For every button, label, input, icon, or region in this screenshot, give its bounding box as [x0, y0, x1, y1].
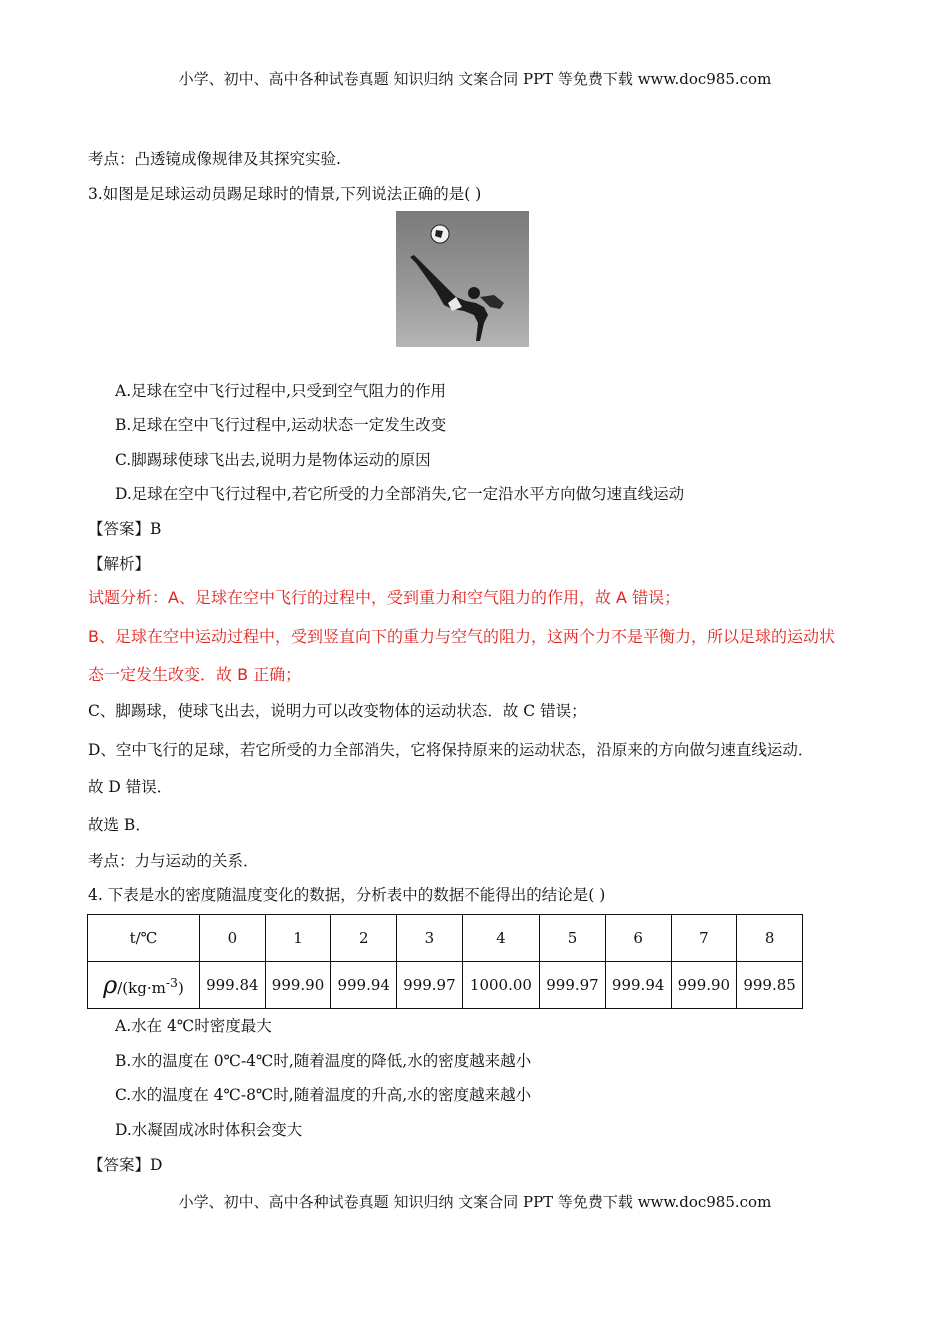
temp-cell: 5	[540, 915, 606, 962]
q4-answer: 【答案】D	[88, 1156, 163, 1174]
q3-answer: 【答案】B	[88, 520, 162, 538]
q3-analysis-line-2: B、足球在空中运动过程中，受到竖直向下的重力与空气的阻力，这两个力不是平衡力，所以足球的运动状	[88, 627, 835, 646]
q3-question: 3.如图是足球运动员踢足球时的情景,下列说法正确的是( )	[88, 185, 482, 203]
density-unit: /(kg·m	[117, 979, 166, 997]
q3-option-b: B.足球在空中飞行过程中,运动状态一定发生改变	[115, 416, 447, 434]
q3-kaodian: 考点：力与运动的关系．	[88, 852, 259, 870]
density-cell: 999.85	[737, 962, 803, 1009]
density-table	[87, 914, 803, 1009]
page-header: 小学、初中、高中各种试卷真题 知识归纳 文案合同 PPT 等免费下载 www.doc985.com	[178, 70, 772, 88]
q3-analysis-line-3: 态一定发生改变．故 B 正确；	[88, 665, 302, 684]
q4-question: 4. 下表是水的密度随温度变化的数据，分析表中的数据不能得出的结论是( )	[88, 886, 606, 904]
q4-option-b: B.水的温度在 0℃-4℃时,随着温度的降低,水的密度越来越小	[115, 1052, 532, 1070]
density-cell: 999.90	[671, 962, 737, 1009]
temp-cell: 2	[331, 915, 397, 962]
q4-option-c: C.水的温度在 4℃-8℃时,随着温度的升高,水的密度越来越小	[115, 1086, 532, 1104]
q3-analysis-line-6: 故 D 错误．	[88, 778, 173, 796]
q3-option-c: C.脚踢球使球飞出去,说明力是物体运动的原因	[115, 451, 431, 469]
density-cell: 999.94	[605, 962, 671, 1009]
density-unit-exponent: -3	[165, 975, 179, 990]
q2-kaodian: 考点：凸透镜成像规律及其探究实验.	[88, 150, 341, 168]
temp-cell: 7	[671, 915, 737, 962]
q3-choice: 故选 B．	[88, 816, 151, 834]
density-cell: 999.97	[397, 962, 463, 1009]
temp-cell: 3	[397, 915, 463, 962]
q3-analysis-label: 【解析】	[88, 555, 151, 573]
q3-option-d: D.足球在空中飞行过程中,若它所受的力全部消失,它一定沿水平方向做匀速直线运动	[115, 485, 685, 503]
density-cell: 999.97	[540, 962, 606, 1009]
temp-cell: 4	[462, 915, 539, 962]
temp-cell: 0	[200, 915, 266, 962]
table-row	[88, 962, 803, 1009]
table-row	[88, 915, 803, 962]
density-cell: 1000.00	[462, 962, 539, 1009]
temp-cell: 6	[605, 915, 671, 962]
density-unit-close: )	[178, 979, 184, 997]
temp-cell: 1	[265, 915, 331, 962]
q3-option-a: A.足球在空中飞行过程中,只受到空气阻力的作用	[115, 382, 447, 400]
soccer-kick-photo	[396, 211, 529, 347]
q4-option-a: A.水在 4℃时密度最大	[115, 1017, 272, 1035]
density-cell: 999.90	[265, 962, 331, 1009]
rho-symbol: ρ	[103, 971, 118, 999]
q3-analysis-line-1: 试题分析：A、足球在空中飞行的过程中，受到重力和空气阻力的作用，故 A 错误；	[88, 588, 681, 607]
q4-option-d: D.水凝固成冰时体积会变大	[115, 1121, 303, 1139]
temp-cell: 8	[737, 915, 803, 962]
density-header-cell	[88, 962, 200, 1009]
q3-analysis-line-4: C、脚踢球，使球飞出去，说明力可以改变物体的运动状态．故 C 错误；	[88, 702, 587, 720]
temp-header-cell: t/℃	[88, 915, 200, 962]
q3-analysis-line-5: D、空中飞行的足球，若它所受的力全部消失，它将保持原来的运动状态，沿原来的方向做匀速直线运动．	[88, 741, 814, 759]
page-footer: 小学、初中、高中各种试卷真题 知识归纳 文案合同 PPT 等免费下载 www.doc985.com	[178, 1193, 772, 1211]
density-cell: 999.94	[331, 962, 397, 1009]
density-cell: 999.84	[200, 962, 266, 1009]
